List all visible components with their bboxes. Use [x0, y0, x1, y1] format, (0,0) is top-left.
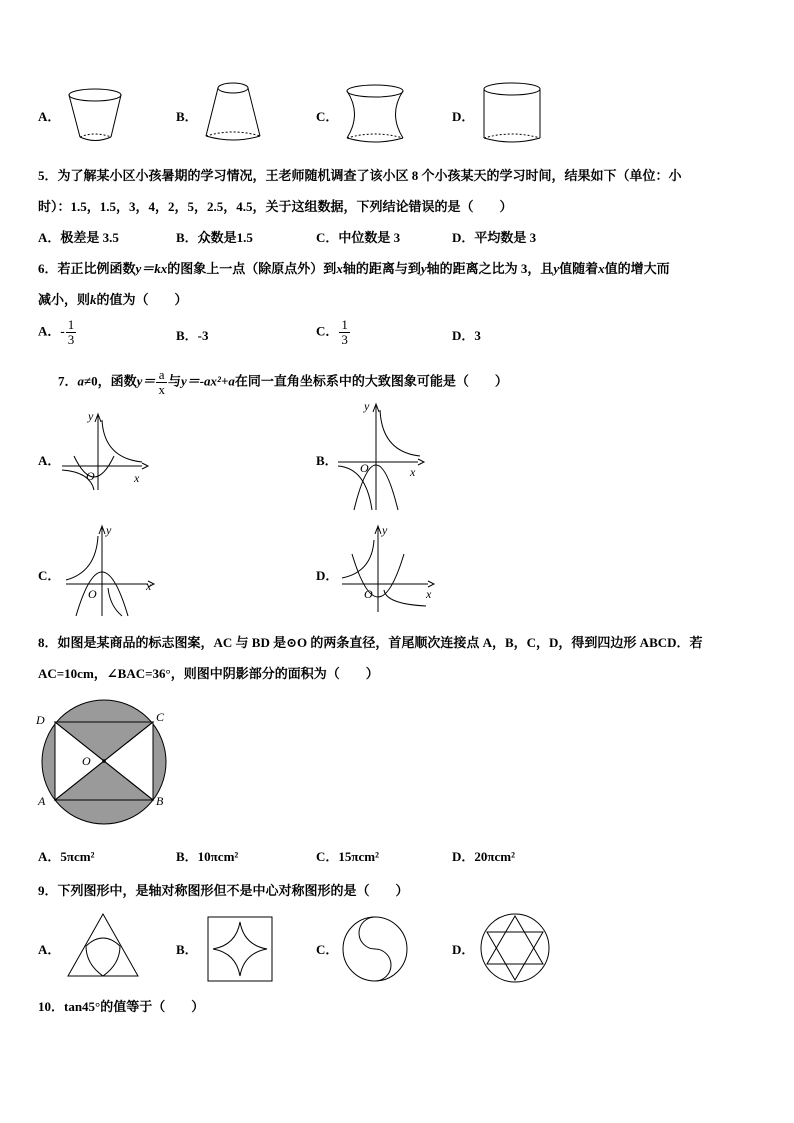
- q8-option-d: D．20πcm²: [452, 849, 516, 864]
- q7-option-c-label: C．: [38, 568, 61, 583]
- axis-x-label: x: [410, 465, 416, 479]
- q10-stem: 10．tan45°的值等于（ ）: [38, 999, 205, 1014]
- q9-option-b-figure: [207, 916, 273, 982]
- q6-option-a: A．- $\frac{1}{3}$: [38, 317, 75, 347]
- q8-stem-line2: AC=10cm，∠BAC=36°，则图中阴影部分的面积为（ ）: [38, 666, 379, 681]
- q5-option-a: A．极差是 3.5: [38, 230, 119, 245]
- q4-option-c-label: C．: [316, 109, 339, 124]
- q6-option-d: D．3: [452, 328, 481, 343]
- axis-x-label: x: [146, 579, 152, 593]
- q9-option-b-label: B．: [176, 942, 198, 957]
- q9-option-a-figure: [66, 912, 140, 978]
- q5-option-d: D．平均数是 3: [452, 230, 537, 245]
- q8-stem-line1: 8．如图是某商品的标志图案，AC 与 BD 是⊙O 的两条直径，首尾顺次连接点 A，B，C，D，得到四边形 ABCD．若: [38, 635, 703, 650]
- q8-circle-logo-figure: [36, 705, 176, 809]
- origin-label: O: [360, 461, 369, 475]
- q4-option-a-figure: [66, 85, 128, 147]
- q7-option-b-graph: [336, 400, 426, 516]
- axis-x-label: x: [134, 471, 140, 485]
- q9-stem: 9．下列图形中，是轴对称图形但不是中心对称图形的是（ ）: [38, 883, 409, 898]
- q6-stem-line2: 减小，则k的值为（ ）: [38, 292, 188, 307]
- axis-y-label: y: [364, 399, 370, 413]
- q7-option-b-label: B．: [316, 453, 338, 468]
- q4-option-b-label: B．: [176, 109, 198, 124]
- point-c-label: C: [156, 710, 165, 724]
- q4-option-d-label: D．: [452, 109, 475, 124]
- q4-option-d-figure: [481, 80, 543, 148]
- q4-option-b-figure: [202, 80, 266, 146]
- axis-y-label: y: [106, 523, 112, 537]
- q5-option-b: B．众数是1.5: [176, 230, 253, 245]
- axis-y-label: y: [88, 409, 94, 423]
- point-d-label: D: [36, 713, 45, 727]
- axis-y-label: y: [382, 523, 388, 537]
- q9-option-d-figure: [480, 913, 550, 983]
- q4-option-c-figure: [344, 82, 406, 148]
- q4-option-a-label: A．: [38, 109, 61, 124]
- q9-option-c-figure: [342, 916, 408, 982]
- axis-x-label: x: [426, 587, 432, 601]
- q8-option-c: C．15πcm²: [316, 849, 380, 864]
- q8-option-b: B．10πcm²: [176, 849, 239, 864]
- q6-option-b: B．-3: [176, 328, 209, 343]
- q7-stem: 7．a≠0，函数y＝ $\frac{a}{x}$ 与y＝-ax²+a在同一直角坐标系中的大致图象可能是（ ）: [58, 367, 508, 397]
- q9-option-c-label: C．: [316, 942, 339, 957]
- q7-option-d-label: D．: [316, 568, 339, 583]
- point-o-label: O: [82, 754, 91, 768]
- q5-stem-line2: 时）：1.5，1.5，3，4，2，5，2.5，4.5，关于这组数据，下列结论错误的是（ ）: [38, 199, 513, 214]
- q5-option-c: C．中位数是 3: [316, 230, 401, 245]
- q6-stem-line1: 6．若正比例函数y＝kx的图象上一点（除原点外）到x轴的距离与到y轴的距离之比为 3，且y值随着x值的增大而: [38, 261, 670, 276]
- origin-label: O: [86, 469, 95, 483]
- q8-option-a: A．5πcm²: [38, 849, 95, 864]
- q9-option-d-label: D．: [452, 942, 475, 957]
- q5-stem-line1: 5．为了解某小区小孩暑期的学习情况，王老师随机调查了该小区 8 个小孩某天的学习时间，结果如下（单位：小: [38, 168, 682, 183]
- q7-option-a-label: A．: [38, 453, 61, 468]
- q7-option-a-graph: [60, 410, 150, 492]
- point-b-label: B: [156, 794, 164, 808]
- q9-option-a-label: A．: [38, 942, 61, 957]
- point-a-label: A: [38, 794, 46, 808]
- q7-option-c-graph: [62, 522, 158, 620]
- q7-option-d-graph: [338, 522, 438, 614]
- origin-label: O: [364, 587, 373, 601]
- origin-label: O: [88, 587, 97, 601]
- q6-option-c: C． $\frac{1}{3}$: [316, 317, 348, 347]
